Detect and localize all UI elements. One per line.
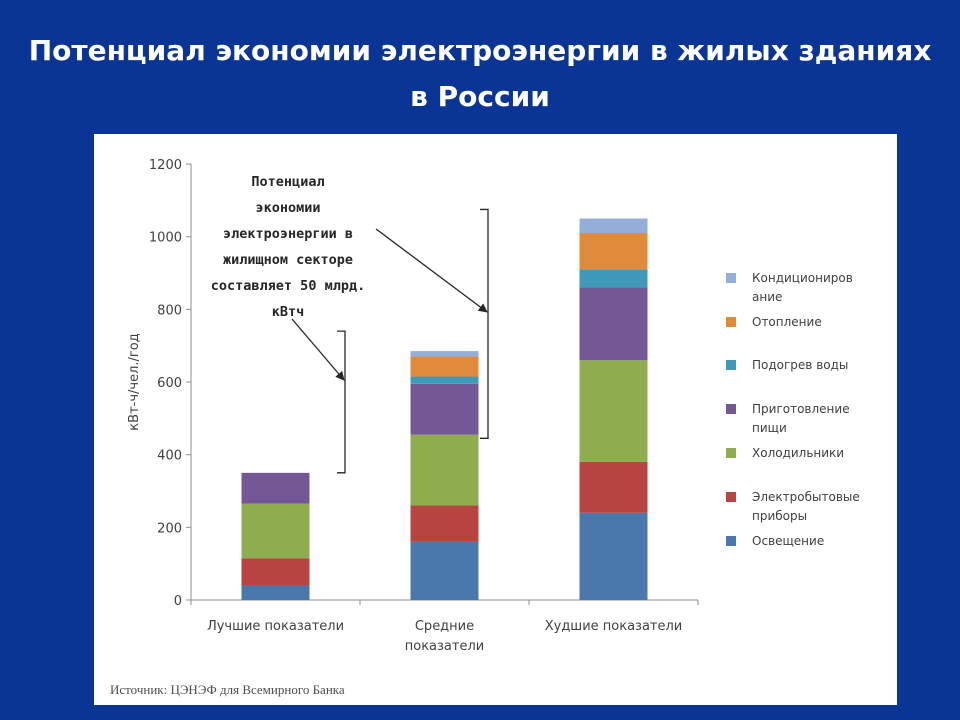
legend-swatch bbox=[726, 360, 736, 370]
bar-stack bbox=[580, 219, 648, 601]
legend-entry bbox=[726, 315, 822, 329]
legend-label: Освещение bbox=[752, 534, 825, 548]
x-category-label: Лучшие показатели bbox=[206, 619, 345, 634]
bar-stack bbox=[242, 473, 310, 600]
annotation-text: Потенциал экономии электроэнергии в жилищном секторе составляет 50 млрд. кВтч bbox=[210, 174, 366, 320]
bar-segment bbox=[580, 233, 648, 269]
bar-stack bbox=[411, 351, 479, 600]
bar-segment bbox=[580, 462, 648, 513]
annotation-arrow bbox=[376, 229, 487, 312]
legend-entry bbox=[726, 446, 844, 460]
legend-label: Подогрев воды bbox=[752, 358, 849, 372]
y-tick-label: 0 bbox=[173, 594, 182, 609]
legend-swatch bbox=[726, 492, 736, 502]
bar-segment bbox=[411, 506, 479, 542]
x-category-label: Худшие показатели bbox=[544, 619, 683, 634]
annotation-bracket bbox=[337, 331, 345, 473]
legend-swatch bbox=[726, 448, 736, 458]
bar-segment bbox=[242, 473, 310, 504]
legend-entry bbox=[726, 402, 850, 435]
legend-swatch bbox=[726, 404, 736, 414]
legend-swatch bbox=[726, 317, 736, 327]
bar-segment bbox=[580, 219, 648, 234]
legend-entry bbox=[726, 358, 848, 372]
bar-segment bbox=[580, 360, 648, 462]
bar-segment bbox=[580, 288, 648, 361]
y-tick-label: 800 bbox=[157, 303, 182, 319]
legend-entry bbox=[726, 490, 860, 523]
bar-segment bbox=[411, 435, 479, 506]
source-note: Источник: ЦЭНЭФ для Всемирного Банка bbox=[110, 682, 345, 697]
annotation-bracket bbox=[480, 209, 488, 438]
legend-label: Электробытовые приборы bbox=[752, 490, 860, 523]
chart-panel bbox=[94, 134, 897, 705]
slide-title-line2: в России bbox=[410, 80, 550, 113]
legend-label: Отопление bbox=[752, 315, 822, 329]
bar-segment bbox=[242, 585, 310, 600]
bar-segment bbox=[580, 269, 648, 287]
legend-entry bbox=[726, 534, 824, 548]
legend-label: Приготовление пищи bbox=[752, 402, 850, 435]
slide-title-line1: Потенциал экономии электроэнергии в жилых зданиях bbox=[28, 34, 932, 67]
legend-swatch bbox=[726, 536, 736, 546]
y-tick-label: 1200 bbox=[148, 158, 182, 173]
bar-segment bbox=[242, 504, 310, 559]
bar-segment bbox=[242, 558, 310, 585]
legend-swatch bbox=[726, 273, 736, 283]
x-category-label: Средние показатели bbox=[404, 619, 485, 654]
slide-title bbox=[0, 28, 960, 120]
y-tick-label: 200 bbox=[157, 521, 182, 537]
annotation-arrow bbox=[292, 319, 344, 380]
bar-segment bbox=[411, 377, 479, 384]
y-tick-label: 1000 bbox=[148, 230, 182, 246]
y-tick-label: 400 bbox=[157, 448, 182, 464]
bar-segment bbox=[411, 384, 479, 435]
bar-segment bbox=[411, 542, 479, 600]
y-tick-label: 600 bbox=[157, 376, 182, 391]
legend-label: Кондициониров ание bbox=[752, 271, 853, 304]
bar-segment bbox=[411, 351, 479, 356]
y-axis-title: кВт-ч/чел./год bbox=[127, 333, 142, 431]
legend-label: Холодильники bbox=[752, 446, 845, 460]
stacked-bar-chart bbox=[94, 134, 897, 705]
bar-segment bbox=[411, 357, 479, 377]
bar-segment bbox=[580, 513, 648, 600]
legend-entry bbox=[726, 271, 853, 304]
